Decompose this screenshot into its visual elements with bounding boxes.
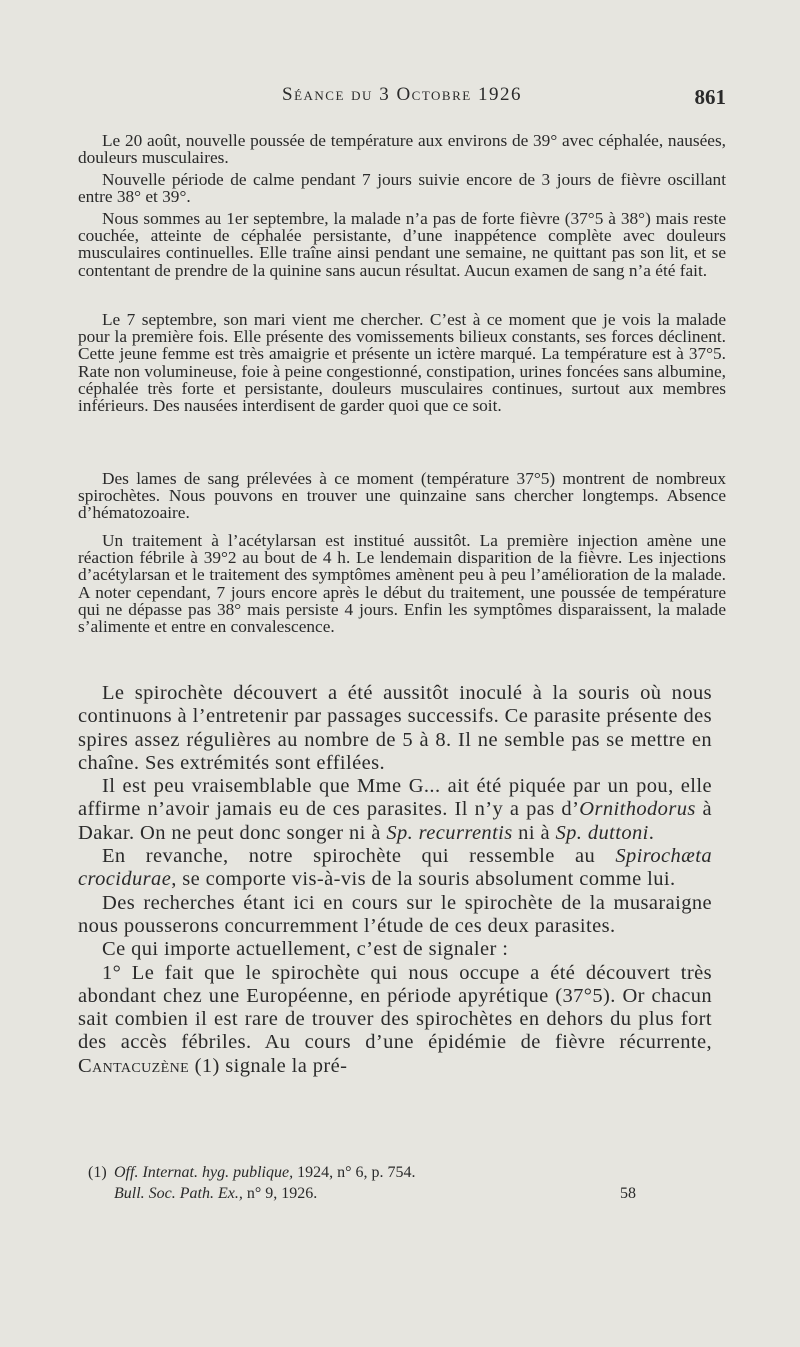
paragraph: En revanche, notre spirochète qui ressemble au Spirochæta crocidurae, se comporte vis-à-vis de la souris absolument comme lui. <box>78 845 712 891</box>
paragraph: Le spirochète découvert a été aussitôt inoculé à la souris où nous continuons à l’entretenir par passages successifs. Ce parasite présente des spires assez régulières au nombre de 5 à 8. Il ne semble pas se mettre en chaîne. Ses extrémités sont effilées. <box>78 682 712 774</box>
small-paragraph: Des lames de sang prélevées à ce moment (température 37°5) montrent de nombreux spirochètes. Nous pouvons en trouver une quinzaine sans chercher longtemps. Absence d’hématozoaire. <box>78 469 726 523</box>
small-paragraph: Le 20 août, nouvelle poussée de température aux environs de 39° avec céphalée, nausées, douleurs musculaires. <box>78 131 726 168</box>
author-name: Cantacuzène <box>78 1054 190 1077</box>
running-title: Séance du 3 Octobre 1926 <box>282 84 522 105</box>
signature-mark: 58 <box>620 1185 636 1202</box>
footnote-1: (1) Off. Internat. hyg. publique, 1924, n° 6, p. 754. <box>88 1164 416 1181</box>
small-paragraph: Nouvelle période de calme pendant 7 jours suivie encore de 3 jours de fièvre oscillant entre 38° et 39°. <box>78 170 726 207</box>
page-number: 861 <box>694 85 726 109</box>
small-paragraph: Nous sommes au 1er septembre, la malade n’a pas de forte fièvre (37°5 à 38°) mais reste couchée, atteinte de céphalée persistante, d’une inappétence complète avec douleurs musculaires continuelles. Elle traîne ainsi pendant une semaine, ne quittant pas son lit, et se contentant de prendre de la quinine sans aucun résultat. Aucun examen de sang n’a été fait. <box>78 209 726 280</box>
footnote-2: Bull. Soc. Path. Ex., n° 9, 1926. <box>114 1185 318 1202</box>
paragraph: 1° Le fait que le spirochète qui nous occupe a été découvert très abondant chez une Européenne, en période apyrétique (37°5). Or chacun sait combien il est rare de trouver des spirochètes en dehors du plus fort des accès fébriles. Au cours d’une épidémie de fièvre récurrente, Cantacuzène (1) signale la pré- <box>78 961 712 1077</box>
paragraph: Il est peu vraisemblable que Mme G... ait été piquée par un pou, elle affirme n’avoir jamais eu de ces parasites. Il n’y a pas d’Ornithodorus à Dakar. On ne peut donc songer ni à Sp. recurrentis ni à Sp. duttoni. <box>78 775 712 844</box>
footnotes <box>88 1162 648 1204</box>
paragraph: Ce qui importe actuellement, c’est de signaler : <box>102 938 509 961</box>
small-paragraph: Un traitement à l’acétylarsan est institué aussitôt. La première injection amène une réaction fébrile à 39°2 au bout de 4 h. Le lendemain disparition de la fièvre. Les injections d’acétylarsan et le traitement des symptômes amènent peu à peu l’amélioration de la malade. A noter cependant, 7 jours encore après le début du traitement, une poussée de température qui ne dépasse pas 38° mais persiste 4 jours. Enfin les symptômes disparaissent, la malade s’alimente et entre en convalescence. <box>78 531 726 637</box>
small-paragraph: Le 7 septembre, son mari vient me chercher. C’est à ce moment que je vois la malade pour la première fois. Elle présente des vomissements bilieux constants, ses forces déclinent. Cette jeune femme est très amaigrie et présente un ictère marqué. La température est à 37°5. Rate non volumineuse, foie à peine congestionné, constipation, urines foncées sans albumine, céphalée très forte et persistante, douleurs musculaires continues, surtout aux membres inférieurs. Des nausées interdisent de garder quoi que ce soit. <box>78 310 726 416</box>
page-header <box>78 84 726 114</box>
main-text <box>78 682 712 1078</box>
paragraph: Des recherches étant ici en cours sur le spirochète de la musaraigne nous pousserons concurremment l’étude de ces deux parasites. <box>78 891 712 937</box>
